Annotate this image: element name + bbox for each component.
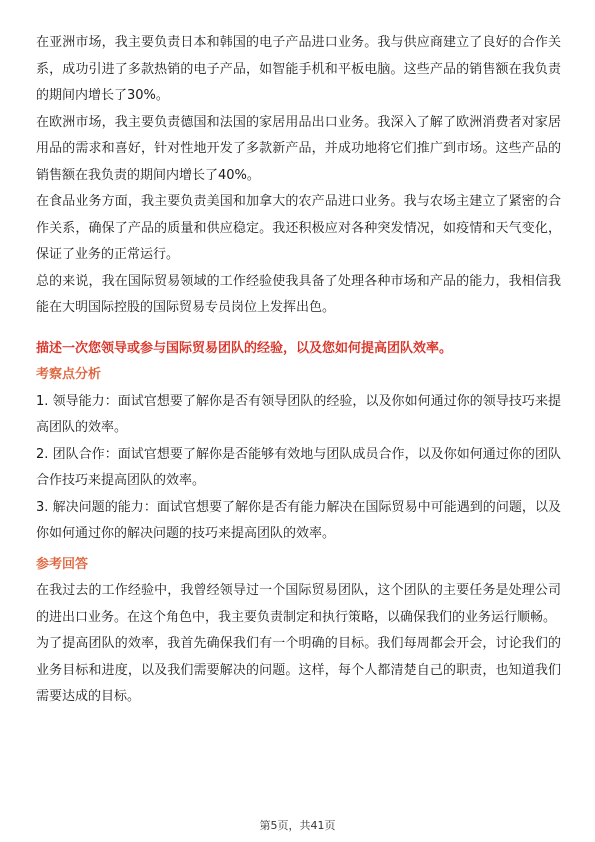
intro-paragraph: 在欧洲市场，我主要负责德国和法国的家居用品出口业务。我深入了解了欧洲消费者对家居用品的需求和喜好，针对性地开发了多款新产品，并成功地将它们推广到市场。这些产品的销售额在我负责的期间内增长了40%。 — [36, 114, 561, 183]
intro-paragraph: 在食品业务方面，我主要负责美国和加拿大的农产品进口业务。我与农场主建立了紧密的合作关系，确保了产品的质量和供应稳定。我还积极应对各种突发情况，如疫情和天气变化，保证了业务的正常运行。 — [36, 194, 561, 262]
intro-paragraph: 在亚洲市场，我主要负责日本和韩国的电子产品进口业务。我与供应商建立了良好的合作关系，成功引进了多款热销的电子产品，如智能手机和平板电脑。这些产品的销售额在我负责的期间内增长了30%。 — [36, 35, 561, 103]
answer-heading: 参考回答 — [36, 556, 89, 572]
analysis-heading: 考察点分析 — [36, 367, 102, 382]
page-number: 第5页，共41页 — [259, 819, 336, 832]
page-content — [36, 30, 561, 711]
answer-paragraph: 为了提高团队的效率，我首先确保我们有一个明确的目标。我们每周都会开会，讨论我们的业务目标和进度，以及我们需要解决的问题。这样，每个人都清楚自己的职责，也知道我们需要达成的目标。 — [36, 636, 561, 704]
answer-paragraph: 在我过去的工作经验中，我曾经领导过一个国际贸易团队，这个团队的主要任务是处理公司的进出口业务。在这个角色中，我主要负责制定和执行策略，以确保我们的业务运行顺畅。 — [36, 583, 561, 625]
analysis-item: 1. 领导能力：面试官想要了解你是否有领导团队的经验，以及你如何通过你的领导技巧来提高团队的效率。 — [36, 393, 561, 435]
question-title: 描述一次您领导或参与国际贸易团队的经验，以及您如何提高团队效率。 — [36, 340, 453, 356]
analysis-item: 3. 解决问题的能力：面试官想要了解你是否有能力解决在国际贸易中可能遇到的问题，以及你如何通过你的解决问题的技巧来提高团队的效率。 — [36, 499, 561, 541]
intro-paragraph: 总的来说，我在国际贸易领域的工作经验使我具备了处理各种市场和产品的能力，我相信我能在大明国际控股的国际贸易专员岗位上发挥出色。 — [36, 273, 561, 315]
analysis-item: 2. 团队合作：面试官想要了解你是否能够有效地与团队成员合作，以及你如何通过你的团队合作技巧来提高团队的效率。 — [36, 446, 561, 488]
